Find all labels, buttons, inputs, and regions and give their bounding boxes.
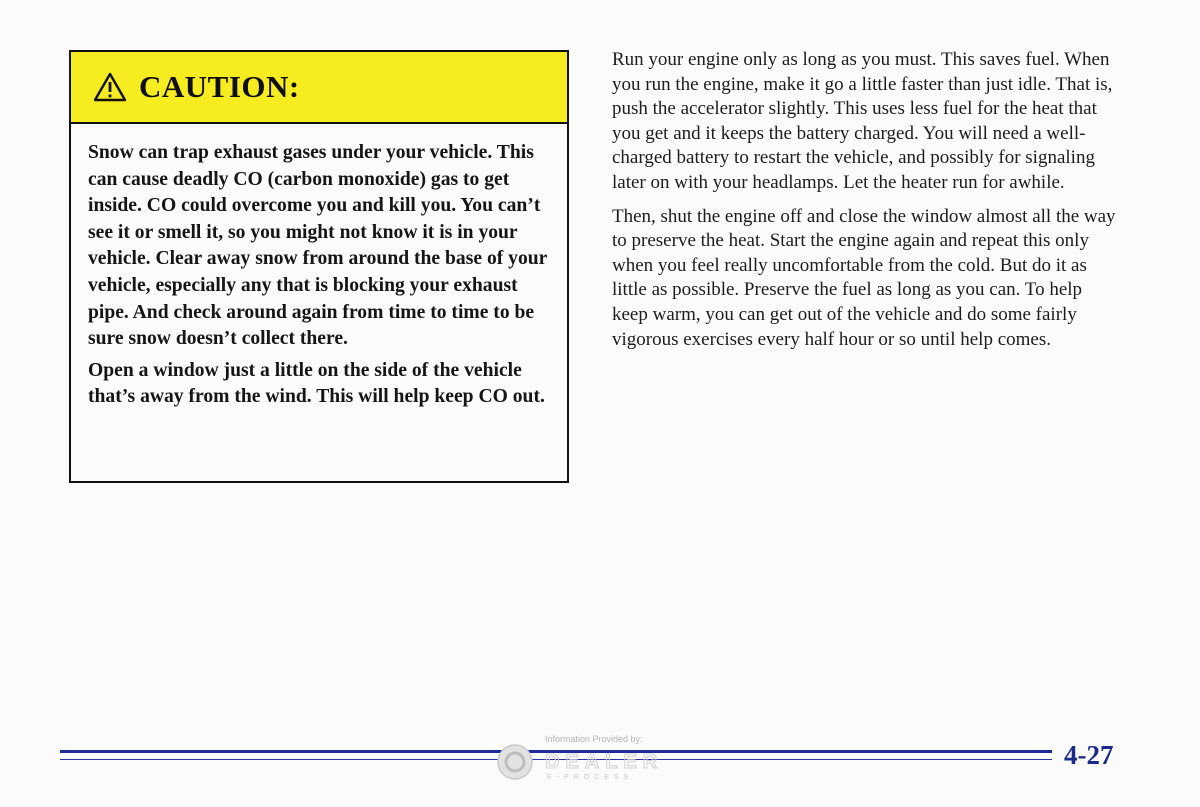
warning-triangle-icon <box>93 72 127 102</box>
caution-body <box>71 124 567 411</box>
caution-paragraph: Snow can trap exhaust gases under your vehicle. This can cause deadly CO (carbon monoxide) gas to get inside. CO could overcome you and kill you. You can’t see it or smell it, so you might not know it is in your vehicle. Clear away snow from around the base of your vehicle, especially any that is blocking your exhaust pipe. And check around again from time to time to be sure snow doesn’t collect there. <box>88 142 547 350</box>
watermark-sub: E-PROCESS <box>547 774 634 780</box>
page-number: 4-27 <box>1064 740 1114 770</box>
watermark <box>495 732 695 782</box>
watermark-brand: DEALER <box>545 751 664 773</box>
watermark-caption: Information Provided by: <box>545 734 643 744</box>
body-text-column <box>612 48 1122 361</box>
caution-box <box>69 50 569 483</box>
caution-header <box>71 52 567 124</box>
caution-title: CAUTION: <box>139 69 300 104</box>
caution-paragraph: Open a window just a little on the side of the vehicle that’s away from the wind. This will help keep CO out. <box>88 359 545 408</box>
dealer-eprocess-logo <box>495 740 695 780</box>
body-paragraph: Run your engine only as long as you must. This saves fuel. When you run the engine, make it go a little faster than just idle. That is, push the accelerator slightly. This uses less fuel for the heat that you get and it keeps the battery charged. You will need a well-charged battery to restart the vehicle, and possibly for signaling later on with your headlamps. Let the heater run for awhile. <box>612 49 1113 193</box>
body-paragraph: Then, shut the engine off and close the window almost all the way to preserve the heat. Start the engine again and repeat this only when you feel really uncomfortable from the cold. But do it as little as possible. Preserve the fuel as long as you can. To help keep warm, you can get out of the vehicle and do some fairly vigorous exercises every half hour or so until help comes. <box>612 205 1116 350</box>
